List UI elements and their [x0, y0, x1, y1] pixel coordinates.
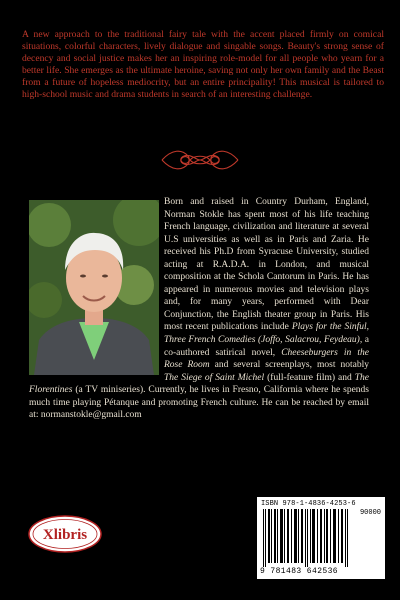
- isbn-number: ISBN 978-1-4836-4253-6: [261, 500, 356, 508]
- bio-text-3: and several screenplays, most notably: [209, 360, 369, 371]
- ornament-flourish-icon: [160, 145, 240, 175]
- barcode-bars: [263, 509, 353, 567]
- bio-text-4: (full-feature film) and: [264, 372, 355, 383]
- price-code: 90000: [359, 509, 381, 517]
- bio-title-cheeseburgers: Cheeseburgers in the Rose Room: [164, 347, 369, 371]
- bio-title-florentines: The Florentines: [29, 372, 369, 396]
- ean-digits: 9 781483 642536: [260, 567, 339, 576]
- author-bio: [29, 196, 369, 422]
- bio-title-siege: The Siege of Saint Michel: [164, 372, 265, 383]
- bio-text-5: (a TV miniseries). Currently, he lives in Fresno, California where he spends much time playing Pétanque and promoting French culture. He can be reached by email at: normanstokle@gmail.com: [29, 385, 369, 421]
- xlibris-logo: [27, 514, 103, 554]
- bio-text-1: Born and raised in Country Durham, England, Norman Stokle has spent most of his life teaching French language, civilization and literature at several U.S universities as well as in Paris and Zaria. He received his Ph.D from Syracuse University, studied acting at R.A.D.A. in London, and musical composition at the Schola Cantorum in Paris. He has appeared in numerous movies and television plays and, for many years, performed with Dear Conjunction, the English theater group in Paris. His most recent publications include: [164, 197, 369, 333]
- isbn-barcode: [257, 497, 385, 579]
- back-cover-blurb: A new approach to the traditional fairy tale with the accent placed firmly on comical situations, colorful characters, lively dialogue and singable songs. Beauty's strong sense of decency and social justice makes her an inspiring role-model for all people who yearn for a better life. She emerges as the ultimate heroine, saving not only her own family and the Beast from a future of hopeless mediocrity, but an entire principality! This musical is tailored to high-school music and drama students in search of an interesting challenge.: [22, 29, 384, 101]
- photo-spacer: [29, 196, 164, 375]
- bio-text-2: a co-authored satirical novel,: [164, 335, 370, 358]
- bio-title-plays: Plays for the Sinful, Three French Comedies (Joffo, Salacrou, Feydeau),: [164, 322, 370, 346]
- logo-text: Xlibris: [42, 527, 88, 543]
